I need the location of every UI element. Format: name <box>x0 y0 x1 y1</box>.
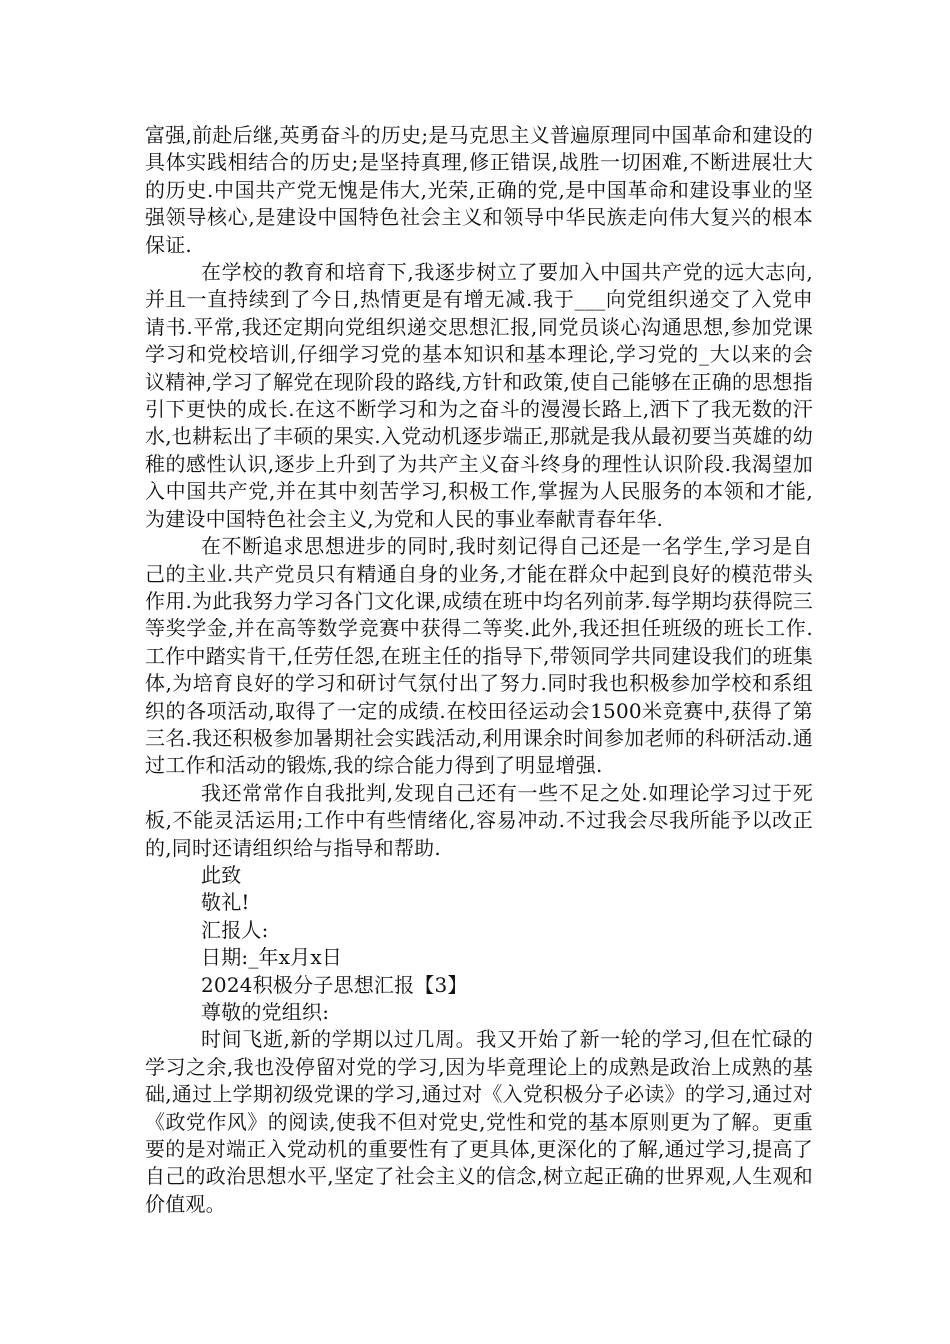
salutation: 尊敬的党组织: <box>201 1000 330 1024</box>
closing-salute: 敬礼! <box>201 890 250 915</box>
paragraph-history: 富强,前赴后继,英勇奋斗的历史;是马克思主义普遍原理同中国革命和建设的具体实践相结合的历史;是坚持真理,修正错误,战胜一切困难,不断进展壮大的历史.中国共产党无愧是伟大,光荣,正确的党,是中国革命和建设事业的坚强领导核心,是建设中国特色社会主义和领导中华民族走向伟大复兴的根本保证. <box>145 123 813 257</box>
document-page <box>145 122 813 1218</box>
section-heading: 2024积极分子思想汇报【3】 <box>201 972 468 997</box>
reporter-line: 汇报人: <box>201 917 269 942</box>
paragraph-aspiration: 在学校的教育和培育下,我逐步树立了要加入中国共产党的远大志向,并且一直持续到了今日,热情更是有增无减.我于___向党组织递交了入党申请书.平常,我还定期向党组织递交思想汇报,同党员谈心沟通思想,参加党课学习和党校培训,仔细学习党的基本知识和基本理论,学习党的_大以来的会议精神,学习了解党在现阶段的路线,方针和政策,使自己能够在正确的思想指引下更快的成长.在这不断学习和为之奋斗的漫漫长路上,洒下了我无数的汗水,也耕耘出了丰硕的果实.入党动机逐步端正,那就是我从最初要当英雄的幼稚的感性认识,逐步上升到了为共产主义奋斗终身的理性认识阶段.我渴望加入中国共产党,并在其中刻苦学习,积极工作,掌握为人民服务的本领和才能,为建设中国特色社会主义,为党和人民的事业奉献青春年华. <box>145 260 813 531</box>
paragraph-study: 在不断追求思想进步的同时,我时刻记得自己还是一名学生,学习是自己的主业.共产党员只有精通自身的业务,才能在群众中起到良好的模范带头作用.为此我努力学习各门文化课,成绩在班中均名列前茅.每学期均获得院三等奖学金,并在高等数学竞赛中获得二等奖.此外,我还担任班级的班长工作.工作中踏实肯干,任劳任怨,在班主任的指导下,带领同学共同建设我们的班集体,为培育良好的学习和研讨气氛付出了努力.同时我也积极参加学校和系组织的各项活动,取得了一定的成绩.在校田径运动会1500米竞赛中,获得了第三名.我还积极参加暑期社会实践活动,利用课余时间参加老师的科研活动.通过工作和活动的锻炼,我的综合能力得到了明显增强. <box>145 534 813 778</box>
paragraph-new-semester: 时间飞逝,新的学期以过几周。我又开始了新一轮的学习,但在忙碌的学习之余,我也没停留对党的学习,因为毕竟理论上的成熟是政治上成熟的基础,通过上学期初级党课的学习,通过对《入党积极分子必读》的学习,通过对《政党作风》的阅读,使我不但对党史,党性和党的基本原则更为了解。更重要的是对端正入党动机的重要性有了更具体,更深化的了解,通过学习,提高了自己的政治思想水平,坚定了社会主义的信念,树立起正确的世界观,人生观和价值观。 <box>145 1027 813 1216</box>
date-line: 日期:_年x月x日 <box>201 945 343 970</box>
closing-greeting: 此致 <box>201 862 242 887</box>
paragraph-self-criticism: 我还常常作自我批判,发现自己还有一些不足之处.如理论学习过于死板,不能灵活运用;工作中有些情绪化,容易冲动.不过我会尽我所能予以改正的,同时还请组织给与指导和帮助. <box>145 780 813 860</box>
